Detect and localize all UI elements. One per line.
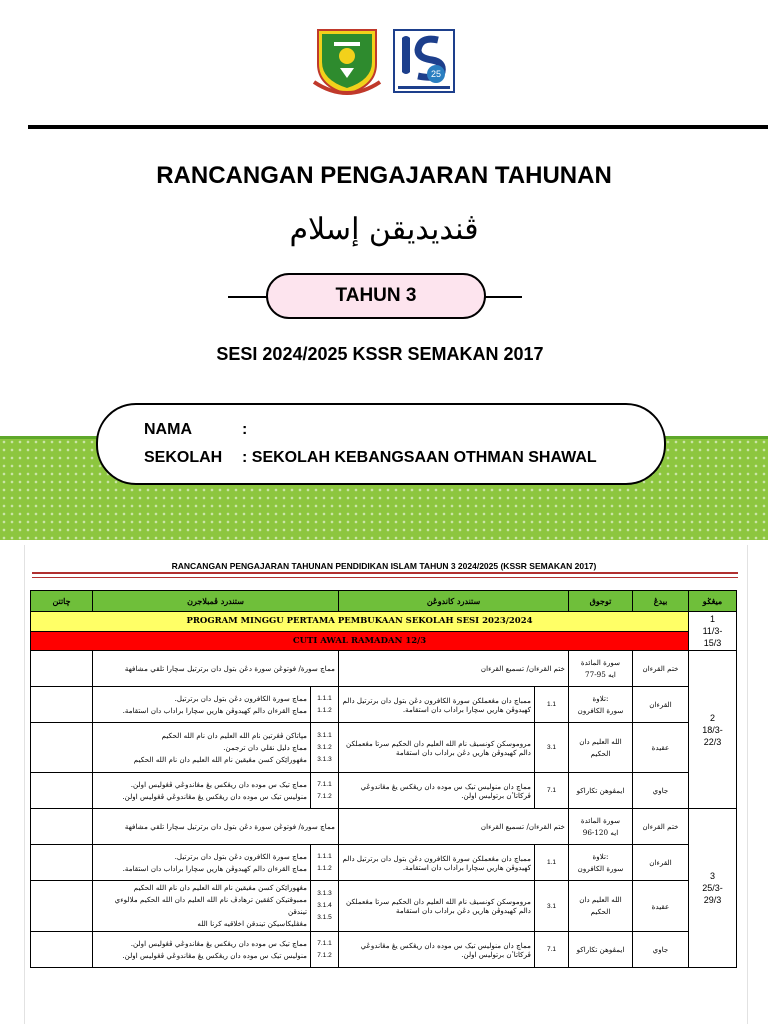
table-row: [31, 773, 737, 809]
topic-cell: [569, 881, 633, 932]
plan-table: [30, 590, 737, 968]
col-topic: توجوق: [569, 591, 633, 612]
learning-code-cell: [311, 881, 339, 932]
topic-line: الله العليم دان: [579, 736, 622, 746]
topic-line: سورة المائدة: [580, 815, 621, 825]
learning-code-cell: [311, 723, 339, 773]
year-line-left: [228, 296, 270, 298]
week-1-no: 1: [709, 614, 715, 624]
table-row: [31, 881, 737, 932]
week-2-no: 2: [709, 712, 715, 723]
document-heading: RANCANGAN PENGAJARAN TAHUNAN PENDIDIKAN ISLAM TAHUN 3 2024/2025 (KSSR SEMAKAN 2017): [171, 561, 597, 571]
learning-code: 3.1.1: [317, 731, 332, 739]
nama-row: [144, 421, 247, 439]
field-cell: القرءان: [633, 845, 689, 881]
learning-code: 3.1.2: [317, 743, 332, 751]
learning-cell: مماچ سورة/ فوتوڠن سورة دڠن بتول دان برترتيل سچارا تلقي مشافهة: [93, 651, 339, 687]
content-cell: مماچ دان منوليس تيک س موده دان ريڠکس يڠ مڠاندوڠي ڤرکاتاٴن برتوليس اولن.: [339, 932, 535, 968]
week-3-dates: 25/3- 29/3: [702, 883, 723, 905]
table-row: [31, 651, 737, 687]
topic-line: الحکيم: [590, 907, 611, 916]
learning-line: مماچ القرءان دالم کهيدوڤن هاريں سچارا براداب دان استقامة.: [122, 863, 307, 873]
program-banner-row: [31, 612, 737, 632]
col-field: بيدڠ: [633, 591, 689, 612]
topic-line: تلاوة:: [592, 693, 609, 703]
table-header-row: [31, 591, 737, 612]
learning-code: 7.1.2: [317, 792, 332, 800]
topic-line: ايه 95-77: [585, 669, 616, 679]
learning-line: مماچ دليل نقلي دان ترجمن.: [223, 742, 307, 752]
learning-code: 3.1.5: [317, 914, 332, 921]
topic-line: سورة الكافرون: [577, 705, 624, 715]
content-cell: ختم القرءان/ تسميع القرءان: [339, 651, 569, 687]
learning-line: مماچ سورة الكافرون دڠن بتول دان برترتيل.: [174, 851, 307, 861]
learning-code-cell: [311, 773, 339, 809]
content-cell: مروموسکن کونسيڤ نام الله العليم دان الحکيم سرتا مڠعملکن دالم کهيدوڤن هاريں دڠن براداب دان استقامة: [339, 723, 535, 773]
svg-text:25: 25: [430, 69, 442, 79]
topic-cell: ايمڤوهن تکاراکو: [569, 932, 633, 968]
col-learning-standard: ستندرد ڤمبلاجرن: [93, 591, 339, 612]
content-cell: ممباچ دان مڠعملكن سورة الكافرون دڠن بتول دان برترتيل دالم کهيدوڤن هاريں سچارا براداب دان استقامة.: [339, 845, 535, 881]
week-1-dates: 11/3- 15/3: [702, 626, 723, 648]
notes-cell: [31, 932, 93, 968]
learning-line: منوليس تيک س موده دان ريڠکس يڠ مڠاندوڠي ڤڠوليس اولن.: [122, 950, 307, 960]
session-line: SESI 2024/2025 KSSR SEMAKAN 2017: [216, 344, 544, 364]
topic-line: الله العليم دان: [579, 895, 622, 904]
learning-code: 3.1.3: [317, 890, 332, 897]
learning-code: 1.1.1: [317, 694, 332, 702]
topic-cell: [569, 809, 633, 845]
notes-cell: [31, 687, 93, 723]
page-title: RANCANGAN PENGAJARAN TAHUNAN: [156, 162, 612, 189]
learning-code: 3.1.3: [317, 755, 332, 763]
content-code: 3.1: [535, 723, 569, 773]
learning-code: 7.1.2: [317, 951, 332, 959]
content-code: 7.1: [535, 773, 569, 809]
week-2-dates: 18/3- 22/3: [702, 724, 723, 747]
week-3-cell: [689, 809, 737, 968]
learning-code-cell: [311, 932, 339, 968]
heading-rule-1: [32, 572, 738, 574]
topic-cell: [569, 651, 633, 687]
topic-line: سورة الكافرون: [577, 863, 624, 873]
field-cell: القرءان: [633, 687, 689, 723]
learning-code-cell: [311, 687, 339, 723]
notes-cell: [31, 773, 93, 809]
school-25-logo: [392, 28, 456, 98]
notes-cell: [31, 881, 93, 932]
learning-line: مماچ تيک س موده دان ريڠکس يڠ مڠاندوڠي ڤڠوليس اولن.: [130, 779, 307, 789]
nama-value: :: [242, 421, 248, 438]
learning-line: مڽاتاکن ڤڠرتين نام الله العليم دان نام الله الحکيم: [161, 730, 307, 740]
week-2-cell: [689, 651, 737, 809]
content-code: 1.1: [535, 845, 569, 881]
topic-cell: ايمڤوهن تکاراکو: [569, 773, 633, 809]
learning-line: مڠهوراێکن کسن مڠيقين نام الله العليم دان نام الله الحکيم: [133, 883, 307, 892]
table-row: [31, 809, 737, 845]
notes-cell: [31, 723, 93, 773]
header-divider: [28, 125, 768, 129]
field-cell: ختم القرءان: [633, 809, 689, 845]
learning-code: 7.1.1: [317, 939, 332, 947]
learning-line: مڠڤليکاسيکن تيندقن اخلاقيه کرنا الله: [197, 919, 307, 928]
learning-code: 1.1.1: [317, 852, 332, 860]
heading-rule-2: [32, 577, 738, 578]
sekolah-value: : SEKOLAH KEBANGSAAN OTHMAN SHAWAL: [242, 449, 597, 466]
year-line-right: [484, 296, 522, 298]
content-code: 7.1: [535, 932, 569, 968]
table-row: [31, 845, 737, 881]
topic-cell: [569, 845, 633, 881]
learning-cell: مماچ سورة/ فوتوڠن سورة دڠن بتول دان برترتيل سچارا تلقي مشافهة: [93, 809, 339, 845]
holiday-banner: CUTI AWAL RAMADAN 12/3: [31, 631, 689, 651]
learning-line: مماچ سورة الكافرون دڠن بتول دان برترتيل.: [174, 693, 307, 703]
week-3-no: 3: [709, 871, 715, 881]
topic-line: تلاوة:: [592, 851, 609, 861]
topic-line: سورة المائدة: [580, 657, 621, 667]
learning-cell: [93, 687, 311, 723]
topic-cell: [569, 687, 633, 723]
learning-line: مماچ القرءان دالم کهيدوڤن هاريں سچارا براداب دان استقامة.: [122, 705, 307, 715]
info-card: [96, 403, 666, 485]
content-cell: ممباچ دان مڠعملكن سورة الكافرون دڠن بتول دان برترتيل دالم کهيدوڤن هاريں سچارا براداب دان استقامة.: [339, 687, 535, 723]
notes-cell: [31, 809, 93, 845]
learning-line: ممبوقتيکن کڤقين ترهادڤ نام الله العليم دان الله الحکيم ملالوءي تيندقن: [114, 895, 307, 916]
year-badge: TAHUN 3: [266, 273, 486, 319]
table-row: [31, 932, 737, 968]
learning-cell: [93, 845, 311, 881]
content-code: 1.1: [535, 687, 569, 723]
learning-code-cell: [311, 845, 339, 881]
topic-cell: [569, 723, 633, 773]
learning-code: 7.1.1: [317, 780, 332, 788]
nama-label: NAMA: [144, 421, 192, 438]
field-cell: عقيدة: [633, 723, 689, 773]
content-cell: ختم القرءان/ تسميع القرءان: [339, 809, 569, 845]
col-week: ميڠݢو: [689, 591, 737, 612]
table-row: [31, 687, 737, 723]
col-content-standard: ستندرد کاندوڠن: [339, 591, 569, 612]
program-banner: PROGRAM MINGGU PERTAMA PEMBUKAAN SEKOLAH SESI 2023/2024: [31, 612, 689, 632]
notes-cell: [31, 845, 93, 881]
learning-cell: [93, 723, 311, 773]
field-cell: جاوي: [633, 773, 689, 809]
table-row: [31, 723, 737, 773]
field-cell: عقيدة: [633, 881, 689, 932]
field-cell: ختم القرءان: [633, 651, 689, 687]
learning-code: 1.1.2: [317, 864, 332, 872]
state-crest-logo: [312, 24, 382, 98]
col-notes: چاتتن: [31, 591, 93, 612]
sekolah-label: SEKOLAH: [144, 449, 223, 466]
notes-cell: [31, 651, 93, 687]
learning-cell: [93, 881, 311, 932]
learning-cell: [93, 773, 311, 809]
learning-cell: [93, 932, 311, 968]
subject-title-jawi: ڤنديديقن إسلام: [289, 212, 479, 247]
learning-line: منوليس تيک س موده دان ريڠکس يڠ مڠاندوڠي ڤڠوليس اولن.: [122, 791, 307, 801]
holiday-banner-row: [31, 631, 737, 651]
content-cell: مروموسکن کونسيڤ نام الله العليم دان الحکيم سرتا مڠعملکن دالم کهيدوڤن هاريں دڠن براداب دان استقامة: [339, 881, 535, 932]
week-1-cell: [689, 612, 737, 651]
content-code: 3.1: [535, 881, 569, 932]
learning-code: 3.1.4: [317, 902, 332, 909]
field-cell: جاوي: [633, 932, 689, 968]
topic-line: الحکيم: [590, 748, 611, 758]
content-cell: مماچ دان منوليس تيک س موده دان ريڠکس يڠ مڠاندوڠي ڤرکاتاٴن برتوليس اولن.: [339, 773, 535, 809]
learning-code: 1.1.2: [317, 706, 332, 714]
topic-line: ايه 120-96: [582, 827, 619, 837]
learning-line: مماچ تيک س موده دان ريڠکس يڠ مڠاندوڠي ڤڠوليس اولن.: [130, 938, 307, 948]
learning-line: مڠهوراێکن کسن مڠيقين نام الله العليم دان نام الله الحکيم: [133, 754, 307, 764]
sekolah-row: [144, 449, 597, 467]
